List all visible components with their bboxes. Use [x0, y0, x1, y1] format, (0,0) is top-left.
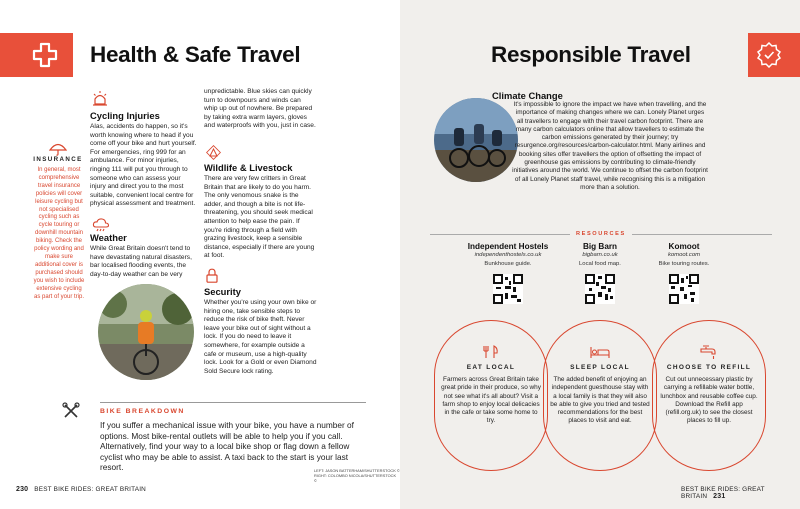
cyclists-photo	[434, 98, 518, 182]
wildlife-heading: Wildlife & Livestock	[204, 162, 293, 173]
weather-text: While Great Britain doesn't tend to have devastating natural disasters, bar localised flooding events, the day-to-day weather can be very	[90, 245, 192, 278]
eat-local-panel	[434, 320, 548, 471]
sleep-local-heading: SLEEP LOCAL	[570, 364, 630, 371]
page-number: 231	[713, 493, 726, 500]
choose-to-refill-heading: CHOOSE TO REFILL	[666, 364, 752, 371]
right-folio	[681, 486, 800, 500]
left-folio	[10, 486, 146, 493]
ambulance-light-icon	[92, 91, 108, 111]
resource-desc: Bunkhouse guide.	[484, 260, 532, 267]
qr-code-icon[interactable]	[585, 274, 615, 304]
resources-heading: RESOURCES	[576, 231, 626, 237]
badge-check-icon	[754, 33, 784, 81]
resource-name: Independent Hostels	[467, 242, 549, 251]
climate-heading: Climate Change	[492, 90, 563, 101]
padlock-icon	[206, 268, 218, 288]
page-title: Health & Safe Travel	[90, 42, 301, 67]
credit-line: RIGHT: COLOMBO NICOLA/SHUTTERSTOCK ©	[314, 473, 397, 483]
plus-cross-icon	[30, 33, 60, 81]
resource-item	[634, 242, 734, 304]
photo-credits	[314, 468, 400, 483]
sleep-local-panel	[543, 320, 657, 471]
eat-local-text: Farmers across Great Britain take great pride in their produce, so why not see what it's all about? Visit a farm shop to enjoy local delicacies in the cafe or take some home to try.	[441, 376, 541, 425]
climate-text: It's impossible to ignore the impact we have when travelling, and the importance of making changes where we can. Lonely Planet urges all travellers to engage with their travel carbon footprint. There are many carbon calculators online that allow travellers to estimate the carbon emissions generated by their journey; try resurgence.org/resources/carbon-calculator.html. Many airlines and booking sites offer travellers the option of offsetting the impact of greenhouse gas emissions by contributing to climate-friendly initiatives around the world. We continue to offset the carbon footprint of all Lonely Planet staff travel, while recognising this is a mitigation more than a solution.	[512, 101, 708, 191]
divider	[632, 234, 772, 235]
right-page	[400, 0, 800, 509]
divider	[430, 234, 570, 235]
divider	[100, 402, 366, 403]
weather-heading: Weather	[90, 232, 127, 243]
security-heading: Security	[204, 286, 241, 297]
choose-to-refill-text: Cut out unnecessary plastic by carrying a refillable water bottle, lunchbox and reusable coffee cup. Download the Refill app (refill.org.uk) to see the closest places to fill up.	[660, 376, 758, 425]
bed-icon	[544, 345, 656, 361]
qr-code-icon[interactable]	[669, 274, 699, 304]
resource-name: Komoot	[668, 242, 700, 251]
weather-continued-text: unpredictable. Blue skies can quickly turn to downpours and winds can whip up out of nowhere. Be prepared by taking extra warm layers, gloves and waterproofs with you, just in case.	[204, 88, 316, 130]
running-title: BEST BIKE RIDES: GREAT BRITAIN	[34, 486, 146, 493]
red-accent-bar	[748, 33, 800, 77]
wildlife-text: There are very few critters in Great Britain that are likely to do you harm. The only venomous snake is the adder, and though a bite is not life-threatening, you should seek medical attention to help ease the pain. If you're riding through a field with grazing livestock, keep a sensible distance, especially if there are young at foot.	[204, 175, 315, 260]
tap-icon	[653, 345, 765, 361]
resource-link[interactable]: independenthostels.co.uk	[474, 252, 542, 258]
insurance-text: In general, most comprehensive travel insurance policies will cover leisure cycling but not specialised cycling such as cycle touring or downhill mountain biking. Check the policy wording and make sure additional cover is purchased should you wish to include extensive cycling as part of your trip.	[33, 167, 85, 300]
cyclist-photo	[98, 284, 194, 380]
bike-breakdown-text: If you suffer a mechanical issue with your bike, you have a number of options. Most bike-rental outlets will be able to help you if you call. Alternatively, find your way to a local bike shop or flag down a fellow cyclist who may be able to assist. A taxi back to the start is your last resort.	[100, 420, 354, 473]
running-title: BEST BIKE RIDES: GREAT BRITAIN	[681, 486, 765, 500]
page-title: Responsible Travel	[491, 42, 691, 67]
resource-name: Big Barn	[582, 242, 618, 251]
credit-line: LEFT: JASON BATTERHAM/SHUTTERSTOCK ©	[314, 468, 400, 473]
resource-item	[458, 242, 558, 304]
cycling-injuries-heading: Cycling Injuries	[90, 110, 160, 121]
security-text: Whether you're using your own bike or hiring one, take sensible steps to reduce the risk of bike theft. Never leave your bike out of sight without a lock. If you do need to leave it somewhere, for example outside a cafe or museum, use a high-quality lock. Look for a Gold or even Diamond Sold Secure lock rating.	[204, 299, 317, 375]
insurance-heading: INSURANCE	[33, 156, 83, 163]
page-number: 230	[16, 486, 29, 493]
sleep-local-text: The added benefit of enjoying an independent guesthouse stay with a local family is that they will also be able to give you tried and tested recommendations for the best places to visit and eat.	[550, 376, 650, 425]
bike-breakdown-heading: BIKE BREAKDOWN	[100, 408, 185, 415]
resource-desc: Bike touring routes.	[658, 260, 710, 267]
resource-desc: Local food map.	[579, 260, 621, 267]
eat-local-heading: EAT LOCAL	[466, 364, 516, 371]
resource-link[interactable]: bigbarn.co.uk	[582, 252, 618, 258]
wrench-icon	[62, 402, 80, 425]
resource-link[interactable]: komoot.com	[667, 252, 701, 258]
cutlery-icon	[435, 345, 547, 361]
qr-code-icon[interactable]	[493, 274, 523, 304]
red-accent-bar	[0, 33, 73, 77]
choose-to-refill-panel	[652, 320, 766, 471]
cycling-injuries-text: Alas, accidents do happen, so it's worth knowing where to head if you come off your bike and hurt yourself. For emergencies, ring 999 for an ambulance. For minor injuries, ringing 111 will put you through to someone who can assess your injury and direct you to the most suitable, convenient local centre for physical assessment and treatment.	[90, 123, 197, 208]
